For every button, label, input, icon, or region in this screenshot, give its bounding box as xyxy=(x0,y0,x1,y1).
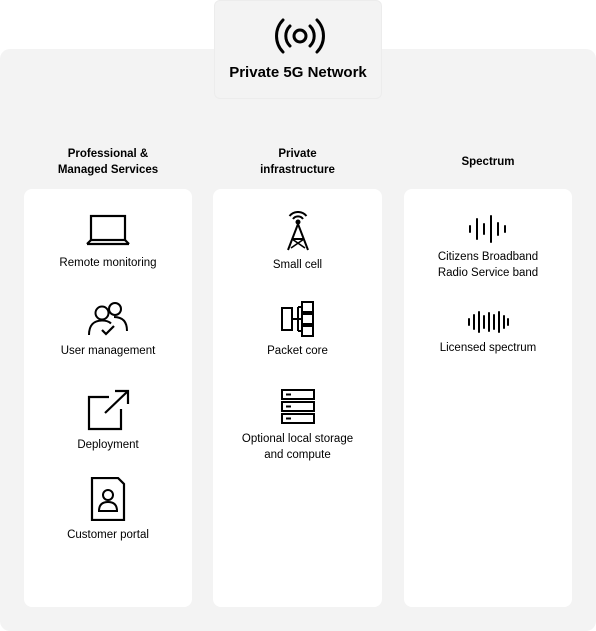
item-label: Licensed spectrum xyxy=(439,342,537,354)
list-item-local-storage xyxy=(213,389,382,463)
column-title-spectrum: Spectrum xyxy=(461,156,515,168)
column-card-infrastructure xyxy=(213,189,382,607)
item-label: Citizens Broadband Radio Service band xyxy=(437,251,539,279)
list-item-small-cell xyxy=(213,211,382,273)
broadcast-signal-icon xyxy=(274,16,326,56)
sound-wave-dense-icon xyxy=(465,310,511,334)
column-card-spectrum xyxy=(404,189,572,607)
external-link-icon xyxy=(85,389,131,431)
list-item-customer-portal xyxy=(24,477,192,543)
sound-wave-icon xyxy=(465,215,511,243)
list-item-packet-core xyxy=(213,301,382,359)
item-label: Optional local storage and compute xyxy=(241,433,354,461)
list-item-remote-monitoring xyxy=(24,213,192,271)
column-title-infrastructure: Private infrastructure xyxy=(260,148,335,176)
laptop-icon xyxy=(85,213,131,249)
item-label: Customer portal xyxy=(67,529,149,541)
id-card-icon xyxy=(85,477,131,521)
item-label: Remote monitoring xyxy=(59,257,157,269)
network-hierarchy-icon xyxy=(275,301,321,337)
list-item-cbrs-band xyxy=(404,215,572,281)
item-label: User management xyxy=(60,345,156,357)
item-label: Packet core xyxy=(267,345,328,357)
item-label: Deployment xyxy=(77,439,139,451)
column-card-services xyxy=(24,189,192,607)
list-item-user-management xyxy=(24,301,192,359)
list-item-licensed-spectrum xyxy=(404,310,572,356)
column-title-services: Professional & Managed Services xyxy=(57,148,159,176)
antenna-tower-icon xyxy=(275,211,321,251)
network-title: Private 5G Network xyxy=(229,64,367,81)
network-header-card xyxy=(214,0,382,99)
server-stack-icon xyxy=(275,389,321,425)
item-label: Small cell xyxy=(272,259,323,271)
list-item-deployment xyxy=(24,389,192,453)
users-icon xyxy=(85,301,131,337)
